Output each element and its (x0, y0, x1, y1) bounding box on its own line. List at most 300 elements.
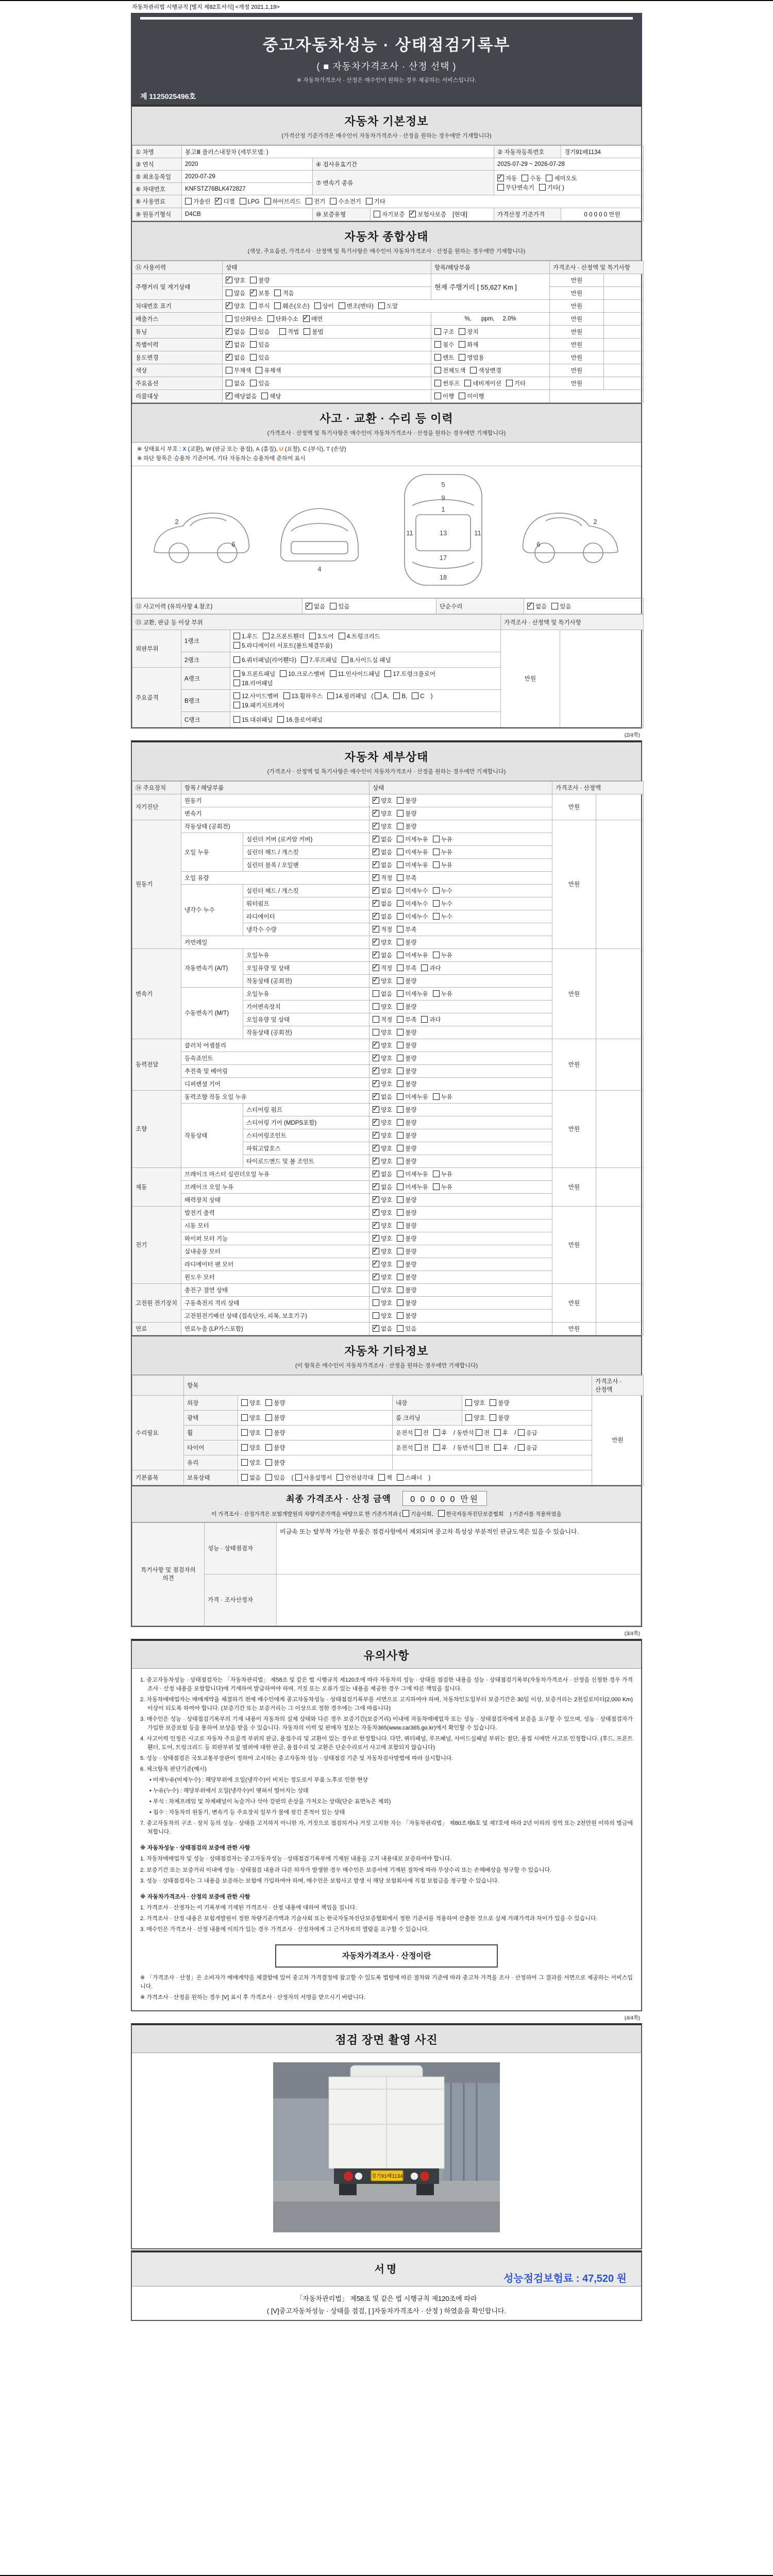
checkbox-option[interactable]: 1.후드 (233, 632, 258, 641)
checkbox-option[interactable]: 도말 (378, 301, 398, 311)
checkbox-option[interactable]: 불량 (265, 1413, 285, 1422)
checkbox-option[interactable]: 양호 (373, 1311, 392, 1320)
checkbox-option[interactable]: ✓ 양호 (373, 1105, 392, 1114)
checkbox-icon (233, 692, 240, 699)
checkbox-icon (397, 926, 404, 933)
checkbox-option[interactable]: 전 (476, 1443, 490, 1452)
checkbox-option[interactable]: 부족 (397, 1015, 416, 1024)
checkbox-option[interactable]: 있음 (250, 379, 270, 388)
table-cell: KNFSTZ76BLK472827 (182, 183, 313, 195)
checkbox-icon (465, 1399, 472, 1406)
checkbox-option[interactable]: 누수 (433, 899, 452, 908)
checkbox-option[interactable]: 일산화탄소 (226, 314, 263, 324)
checkbox-option[interactable]: 침수 (434, 340, 454, 349)
checkbox-option[interactable]: 불량 (397, 1273, 416, 1282)
checkbox-option[interactable]: 탄화수소 (267, 314, 298, 324)
checkbox-option[interactable]: ✓ 양호 (373, 796, 392, 805)
table-cell: 고전원전기배선 상태 (접속단자, 피복, 보호기구) (181, 1309, 369, 1322)
checkbox-option[interactable]: ✓ 양호 (373, 1247, 392, 1256)
checkbox-option[interactable]: 없음 (226, 379, 245, 388)
checkbox-option[interactable]: ✓ 없음 (373, 899, 392, 908)
checkbox-option[interactable]: 3.도어 (309, 632, 334, 641)
checkbox-option[interactable]: 누수 (433, 912, 452, 921)
checkbox-option[interactable]: 부족 (397, 925, 416, 934)
checkbox-icon (226, 367, 232, 374)
page-marker-3: (3/4쪽) (624, 1631, 640, 1637)
checkbox-icon (215, 198, 222, 205)
checkbox-option[interactable]: ✓ 양호 (373, 1234, 392, 1243)
checkbox-option[interactable]: 영업용 (459, 353, 484, 362)
checkbox-option[interactable]: 불량 (490, 1413, 509, 1422)
checkbox-icon (267, 315, 274, 322)
checkbox-option[interactable]: ✓ 없음 (373, 860, 392, 870)
checkbox-option[interactable]: ✓ 없음 (226, 327, 245, 336)
checkbox-option[interactable]: 있음 (250, 327, 270, 336)
checkbox-icon (373, 1067, 379, 1074)
checkbox-option[interactable]: 불량 (397, 1195, 416, 1205)
checkbox-icon (373, 1119, 379, 1126)
checkbox-icon (373, 849, 379, 855)
table-cell (230, 668, 501, 690)
table-cell: ① 차명 (132, 146, 182, 158)
checkbox-option[interactable]: 양호 (241, 1443, 261, 1452)
checkbox-option[interactable]: 무단변속기 (497, 183, 534, 192)
checkbox-option[interactable]: 12.사이드멤버 (233, 691, 279, 701)
checkbox-option[interactable]: 안전삼각대 (337, 1473, 374, 1482)
table-cell: 만원 (552, 794, 596, 820)
table-cell: 워터펌프 (243, 897, 369, 910)
checkbox-option[interactable]: 부족 (397, 963, 416, 973)
checkbox-option[interactable]: 양호 (373, 1002, 392, 1011)
checkbox-option[interactable]: 불량 (397, 1234, 416, 1243)
checkbox-option[interactable]: 14.필러패널 (327, 691, 366, 701)
checkbox-option[interactable]: 불량 (397, 1157, 416, 1166)
table-cell: 제동 (132, 1167, 181, 1206)
checkbox-option[interactable]: 적법 (279, 327, 299, 336)
table-cell: 디퍼렌셜 기어 (181, 1077, 369, 1090)
checkbox-option[interactable]: ✓ 없음 (373, 835, 392, 844)
checkbox-option[interactable]: ✓ 양호 (373, 1157, 392, 1166)
checkbox-option[interactable]: 양호 (465, 1398, 485, 1408)
checkbox-option[interactable]: ✓ 양호 (373, 1054, 392, 1063)
checkbox-option[interactable]: A, (375, 692, 389, 700)
notice-item: 3. 매수인은 성능 · 상태점검기록부의 기재 내용이 자동차의 실제 상태와 다른 경우 보증기간(보증거리) 이내에 자동차매매업자 또는 성능 · 상태점검자에게 보증을 요구할 수 있으며, 성능 · 상태점검자가 가입한 보증보험 등을 통하여 보상을 받을 수 있습니다. 자동차의 이력 및 판매자 정보는 자동차365(www.car365.go.kr)에서 확인할 수 있습니다. (140, 1716, 633, 1731)
table-cell (431, 351, 550, 364)
checkbox-option[interactable]: 훼손(오손) (274, 301, 309, 311)
section-title: 자동차 기본정보 (344, 115, 429, 128)
checkbox-option[interactable]: 불량 (397, 1028, 416, 1037)
diagram-zone-number: 11 (406, 529, 413, 537)
checkbox-option[interactable]: ✓ 없음 (226, 340, 245, 349)
checkbox-option[interactable]: 미세누유 (397, 951, 428, 960)
checkbox-icon (397, 1222, 404, 1229)
checkbox-option[interactable]: 불량 (397, 1041, 416, 1050)
checkbox-icon (397, 1080, 404, 1087)
table-cell: 만원 (552, 948, 596, 1039)
checkbox-option[interactable]: 미세누유 (397, 848, 428, 857)
checkbox-option[interactable]: 불량 (397, 1208, 416, 1217)
checkbox-option[interactable]: 양호 (241, 1458, 261, 1467)
checkbox-option[interactable]: 불량 (397, 938, 416, 947)
notice-box (131, 1639, 642, 2012)
table-cell (369, 845, 552, 858)
checkbox-icon (397, 1261, 404, 1267)
checkbox-option[interactable]: 있음 (397, 1324, 416, 1333)
checkbox-option[interactable]: 불량 (397, 1260, 416, 1269)
checkbox-option[interactable]: ✓ 양호 (373, 938, 392, 947)
checkbox-option[interactable]: 불량 (397, 796, 416, 805)
checkbox-option[interactable]: 있음 (330, 602, 349, 611)
checkbox-option[interactable]: LPG (240, 197, 260, 206)
checkbox-option[interactable]: ✓ 양호 (373, 1208, 392, 1217)
checkbox-option[interactable]: 누유 (433, 1182, 452, 1192)
checkbox-option[interactable]: ✓ 양호 (373, 1260, 392, 1269)
checkbox-option[interactable]: 유채색 (256, 366, 281, 375)
page-marker-2: (2/4쪽) (624, 733, 640, 739)
checkbox-option[interactable]: 후 (494, 1428, 508, 1437)
checkbox-option[interactable]: 16.플로어패널 (277, 715, 323, 724)
checkbox-option[interactable]: ✓ 없음 (373, 1324, 392, 1333)
checkbox-icon (397, 1016, 404, 1023)
checkbox-icon (397, 977, 404, 984)
checkbox-option[interactable]: ✓ 없음 (527, 602, 547, 611)
table-cell (369, 1142, 552, 1155)
checkbox-option[interactable]: 부족 (397, 873, 416, 883)
checkbox-option[interactable]: 미세누유 (397, 989, 428, 998)
checkbox-option[interactable]: 네비게이션 (464, 379, 501, 388)
table-cell: ② 자동차등록번호 (494, 146, 561, 158)
checkbox-option[interactable]: 전 (415, 1443, 429, 1452)
checkbox-option[interactable]: 불법 (304, 327, 323, 336)
checkbox-icon (303, 315, 310, 322)
checkbox-option[interactable]: 미세누수 (397, 899, 428, 908)
checkbox-option[interactable]: 수소전기 (330, 197, 361, 206)
checkbox-option[interactable]: ✓ 없음 (306, 602, 325, 611)
accident-history-header (132, 403, 641, 443)
checkbox-option[interactable]: 해당 (261, 392, 281, 401)
checkbox-option[interactable]: 잭 (378, 1473, 392, 1482)
checkbox-option[interactable]: ✓ 없음 (373, 951, 392, 960)
table-cell (369, 910, 552, 923)
checkbox-option[interactable]: 하이브리드 (264, 197, 301, 206)
table-cell (369, 1000, 552, 1013)
checkbox-option[interactable]: B, (393, 692, 407, 700)
checkbox-option[interactable]: 불량 (265, 1398, 285, 1408)
checkbox-option[interactable]: 불량 (397, 976, 416, 986)
checkbox-option[interactable]: 있음 (250, 340, 270, 349)
checkbox-option[interactable]: 5.라디에이터 서포트(볼트체결부품) (233, 641, 332, 650)
checkbox-option[interactable]: 불량 (397, 1221, 416, 1230)
header-divider (140, 17, 633, 20)
checkbox-option[interactable]: ✓ 보통 (250, 289, 270, 298)
checkbox-option[interactable]: 양호 (241, 1413, 261, 1422)
checkbox-option[interactable]: 불량 (397, 1131, 416, 1140)
checkbox-option[interactable]: 19.패키지트레이 (233, 701, 284, 710)
checkbox-option[interactable]: 불량 (397, 1311, 416, 1320)
checkbox-option[interactable]: ✓양호 (226, 276, 245, 285)
checkbox-option[interactable]: 전체도색 (434, 366, 465, 375)
checkbox-option[interactable]: ✓ 양호 (373, 822, 392, 831)
checkbox-option[interactable]: 과다 (421, 963, 441, 973)
checkbox-option[interactable]: 스패너 (397, 1473, 422, 1482)
table-cell (604, 351, 644, 364)
checkbox-option[interactable]: ✓ 양호 (373, 976, 392, 986)
checkbox-option[interactable]: 불량 (397, 1066, 416, 1076)
checkbox-option[interactable]: 상이 (314, 301, 334, 311)
table-cell (369, 961, 552, 974)
table-cell (369, 1013, 552, 1026)
checkbox-option[interactable]: 불량 (397, 1054, 416, 1063)
checkbox-option[interactable]: 후 (433, 1443, 447, 1452)
checkbox-icon (241, 1459, 248, 1466)
checkbox-option[interactable]: ✓ 양호 (373, 1079, 392, 1089)
checkbox-option[interactable]: 있음 (551, 602, 571, 611)
checkbox-icon (330, 670, 337, 677)
table-cell: 실린더 블록 / 오일팬 (243, 858, 369, 871)
checkbox-option[interactable]: 적정 (373, 1015, 392, 1024)
table-cell (596, 948, 644, 1039)
checkbox-option[interactable]: 불량 (397, 1079, 416, 1089)
checkbox-option[interactable]: 7.루프패널 (301, 655, 337, 665)
checkbox-option[interactable]: 15.대쉬패널 (233, 715, 273, 724)
checkbox-option[interactable]: 기타( ) (539, 183, 564, 192)
checkbox-option[interactable]: 많음 (226, 289, 245, 298)
checkbox-option[interactable]: 구조 (434, 327, 454, 336)
table-cell: 항목 (184, 1375, 592, 1395)
checkbox-option[interactable]: 8.사이드실 패널 (342, 655, 391, 665)
checkbox-option[interactable]: 없음 (241, 1473, 261, 1482)
checkbox-option[interactable]: 18.리어패널 (233, 679, 273, 688)
checkbox-option[interactable]: 불량 (397, 1118, 416, 1127)
checkbox-option[interactable]: 불량 (265, 1458, 285, 1467)
sign-confirm-text (132, 2286, 641, 2320)
checkbox-icon (240, 198, 246, 205)
checkbox-option[interactable]: 불량 (265, 1443, 285, 1452)
checkbox-option[interactable]: 한국자동차진단보증협회 (438, 1510, 504, 1518)
checkbox-option[interactable]: ✓ 없음 (373, 886, 392, 895)
table-cell: 1랭크 (181, 630, 230, 652)
checkbox-option[interactable]: 기타 (506, 379, 526, 388)
checkbox-option[interactable]: ✓ 적정 (373, 873, 392, 883)
checkbox-option[interactable]: ✓ 양호 (373, 1131, 392, 1140)
checkbox-icon (233, 680, 240, 686)
checkbox-option[interactable]: 10.크로스멤버 (280, 669, 325, 679)
checkbox-option[interactable]: ✓자동 (497, 174, 517, 183)
checkbox-option[interactable]: 11.인사이드패널 (330, 669, 380, 679)
checkbox-option[interactable]: 이행 (434, 392, 454, 401)
checkbox-option[interactable]: 화재 (459, 340, 478, 349)
checkbox-option[interactable]: 변조(변타) (339, 301, 374, 311)
checkbox-icon (241, 1444, 248, 1451)
table-cell (369, 1180, 552, 1193)
checkbox-option[interactable]: 세미오토 (546, 174, 577, 183)
checkbox-icon (397, 810, 404, 817)
checkbox-option[interactable]: 미세누유 (397, 1092, 428, 1101)
checkbox-option[interactable]: 누유 (433, 835, 452, 844)
checkbox-option[interactable]: ✓ 없음 (373, 1092, 392, 1101)
checkbox-icon (373, 1132, 379, 1139)
opinion-author: 가격 · 조사산정자 (205, 1574, 277, 1625)
checkbox-option[interactable]: 미세누유 (397, 1170, 428, 1179)
checkbox-option[interactable]: 미세누수 (397, 912, 428, 921)
checkbox-option[interactable]: 양호 (373, 1298, 392, 1308)
checkbox-icon (497, 175, 504, 181)
checkbox-option[interactable]: 기술사회, (402, 1510, 433, 1518)
checkbox-option[interactable]: ✓ 양호 (373, 1118, 392, 1127)
checkbox-icon (306, 603, 312, 609)
checkbox-option[interactable]: 사용설명서 (295, 1473, 332, 1482)
checkbox-option[interactable]: ✓ 양호 (373, 1041, 392, 1050)
checkbox-icon (506, 380, 513, 386)
checkbox-option[interactable]: 2.프론트휀더 (263, 632, 305, 641)
table-cell (596, 820, 644, 948)
checkbox-option[interactable]: 누유 (433, 860, 452, 870)
checkbox-option[interactable]: 미세누유 (397, 835, 428, 844)
checkbox-option[interactable]: 가솔린 (185, 197, 210, 206)
checkbox-option[interactable]: 누유 (433, 989, 452, 998)
checkbox-option[interactable]: 기타 (366, 197, 385, 206)
checkbox-icon (397, 1132, 404, 1139)
checkbox-option[interactable]: 불량 (397, 1247, 416, 1256)
checkbox-option[interactable]: 불량 (397, 1002, 416, 1011)
checkbox-option[interactable]: 미세누유 (397, 1182, 428, 1192)
checkbox-icon (314, 302, 321, 309)
checkbox-option[interactable]: 누유 (433, 1170, 452, 1179)
table-cell: 타이로드엔드 및 볼 조인트 (243, 1155, 369, 1167)
page2-box (131, 740, 642, 1627)
section-title: 점검 장면 촬영 사진 (335, 2033, 438, 2047)
table-cell (431, 377, 550, 390)
checkbox-option[interactable]: 9.프론트패널 (233, 669, 275, 679)
checkbox-option[interactable]: 없음 (373, 989, 392, 998)
section-title: 자동차 종합상태 (344, 230, 429, 243)
checkbox-option[interactable]: ✓ 적정 (373, 963, 392, 973)
table-cell (230, 630, 501, 652)
checkbox-option[interactable]: 전 (476, 1428, 490, 1437)
checkbox-option[interactable]: 전기 (306, 197, 325, 206)
checkbox-option[interactable]: 수동 (522, 174, 541, 183)
checkbox-option[interactable]: ✓ 디젤 (215, 197, 234, 206)
checkbox-option[interactable]: 6.쿼터패널(리어휀다) (233, 655, 296, 665)
checkbox-option[interactable]: 자기보증 (374, 210, 405, 219)
checkbox-icon (226, 315, 232, 322)
checkbox-option[interactable]: ✓ 없음 (226, 353, 245, 362)
checkbox-option[interactable]: ✓ 보험사보증 (409, 210, 446, 219)
checkbox-option[interactable]: 미이행 (459, 392, 484, 401)
checkbox-option[interactable]: C (412, 692, 424, 700)
checkbox-option[interactable]: 있음 (250, 353, 270, 362)
table-cell: 작동상태 (공회전) (181, 820, 369, 833)
table-cell: 추진축 및 베어링 (181, 1064, 369, 1077)
checkbox-option[interactable]: ✓ 양호 (373, 1195, 392, 1205)
checkbox-option[interactable]: 썬루프 (434, 379, 460, 388)
checkbox-option[interactable]: 누유 (433, 848, 452, 857)
checkbox-option[interactable]: 누수 (433, 886, 452, 895)
checkbox-option[interactable]: 있음 (265, 1473, 285, 1482)
checkbox-option[interactable]: ✓ 없음 (373, 848, 392, 857)
checkbox-option[interactable]: 부식 (250, 301, 270, 311)
header-note: ※ 자동차가격조사 · 산정은 매수인이 원하는 경우 제공하는 서비스입니다. (296, 77, 477, 83)
checkbox-option[interactable]: 양호 (241, 1398, 261, 1408)
checkbox-option[interactable]: ✓ 양호 (373, 1221, 392, 1230)
table-cell: 스티어링 기어 (MDPS포함) (243, 1116, 369, 1129)
checkbox-icon (250, 328, 257, 335)
checkbox-option[interactable]: 양호 (373, 1285, 392, 1295)
checkbox-option[interactable]: 과다 (421, 1015, 441, 1024)
diagram-zone-number: 2 (593, 518, 597, 526)
checkbox-option[interactable]: 후 (494, 1443, 508, 1452)
checkbox-option[interactable]: 13.휠하우스 (283, 691, 323, 701)
checkbox-option[interactable]: 누유 (433, 1092, 452, 1101)
table-cell (369, 1206, 552, 1219)
checkbox-option[interactable]: ✓ 없음 (373, 1182, 392, 1192)
checkbox-option[interactable]: 불량 (265, 1428, 285, 1437)
checkbox-option[interactable]: 불량 (397, 809, 416, 818)
table-cell: ⑫ 사고이력 (유의사항 4.참조) (132, 599, 303, 614)
checkbox-option[interactable]: 불량 (490, 1398, 509, 1408)
checkbox-option[interactable]: 장치 (459, 327, 478, 336)
checkbox-option[interactable]: 불량 (397, 822, 416, 831)
checkbox-option[interactable]: 17.트렁크플로어 (384, 669, 435, 679)
checkbox-icon (459, 341, 465, 348)
checkbox-option[interactable]: 렌트 (434, 353, 454, 362)
checkbox-option[interactable]: ✓ 적정 (373, 925, 392, 934)
checkbox-icon (490, 1399, 496, 1406)
checkbox-option[interactable]: 양호 (241, 1428, 261, 1437)
checkbox-option[interactable]: 불량 (250, 276, 270, 285)
checkbox-icon (546, 175, 552, 181)
table-cell: 자기보증 ✓ 보험사보증 [현대] (371, 208, 494, 221)
car-rear-view (281, 509, 359, 573)
checkbox-option[interactable]: ✓ 매연 (303, 314, 323, 324)
checkbox-option[interactable]: 양호 (373, 1028, 392, 1037)
notice-item: 2. 가격조사 · 산정 내용은 보험개발원이 정한 차량기준가액과 기술사회 또는 한국자동차진단보증협회에서 정한 기준서를 적용하여 산출한 것으로 실제 거래가격과 차이가 있을 수 있습니다. (140, 1915, 598, 1922)
checkbox-option[interactable]: 불량 (397, 1285, 416, 1295)
form-reference: 자동차관리법 시행규칙 [별지 제82호서식] <개정 2021.1.19> (132, 4, 280, 10)
checkbox-option[interactable]: 색상변경 (470, 366, 501, 375)
checkbox-option[interactable]: ✓ 해당없음 (226, 392, 257, 401)
checkbox-option[interactable]: 적음 (274, 289, 294, 298)
notice-item: 2. 보증기간 또는 보증거리 이내에 성능 · 상태점검 내용과 다른 하자가 발생한 경우 매수인은 보증서에 기재된 절차에 따라 무상수리 또는 손해배상을 청구할 수 있습니다. (140, 1867, 552, 1873)
checkbox-option[interactable]: 불량 (397, 1105, 416, 1114)
checkbox-option[interactable]: ✓ 양호 (226, 301, 245, 311)
checkbox-icon (459, 393, 465, 399)
notice-item: 4. 사고이력 인정은 사고로 자동차 주요골격 부위의 판금, 용접수리 및 교환이 있는 경우로 한정합니다. 다만, 쿼터패널, 루프패널, 사이드실패널 부위는 절단, 용접 시에만 사고로 인정합니다. (후드, 프론트휀더, 도어, 트렁크리드 등 외판부위 및 범퍼에 대한 판금, 용접수리 및 교환은 단순수리로서 사고에 포함되지 않습니다) (140, 1735, 633, 1751)
checkbox-option[interactable]: 전 (415, 1428, 429, 1437)
checkbox-option[interactable]: ✓ 양호 (373, 809, 392, 818)
table-cell: 12.사이드멤버 13.휠하우스 14.필러패널 ( A, B, C ) 19.패키지트레이 (230, 690, 501, 712)
checkbox-option[interactable]: 응급 (518, 1443, 537, 1452)
checkbox-option[interactable]: 후 (433, 1428, 447, 1437)
checkbox-icon (397, 964, 404, 971)
checkbox-option[interactable]: 누유 (433, 951, 452, 960)
checkbox-option[interactable]: 무채색 (226, 366, 251, 375)
checkbox-option[interactable]: 불량 (397, 1298, 416, 1308)
checkbox-option[interactable]: 미세누유 (397, 860, 428, 870)
checkbox-option[interactable]: 미세누수 (397, 886, 428, 895)
checkbox-option[interactable]: 4.트렁크리드 (339, 632, 380, 641)
checkbox-option[interactable]: ✓ 양호 (373, 1144, 392, 1153)
checkbox-icon (250, 380, 257, 386)
checkbox-option[interactable]: ✓ 양호 (373, 1066, 392, 1076)
checkbox-option[interactable]: 응급 (518, 1428, 537, 1437)
checkbox-option[interactable]: 불량 (397, 1144, 416, 1153)
checkbox-option[interactable]: ✓ 양호 (373, 1273, 392, 1282)
checkbox-option[interactable]: ✓ 없음 (373, 912, 392, 921)
checkbox-option[interactable]: ✓ 없음 (373, 1170, 392, 1179)
table-cell (604, 338, 644, 351)
checkbox-option[interactable]: 양호 (465, 1413, 485, 1422)
